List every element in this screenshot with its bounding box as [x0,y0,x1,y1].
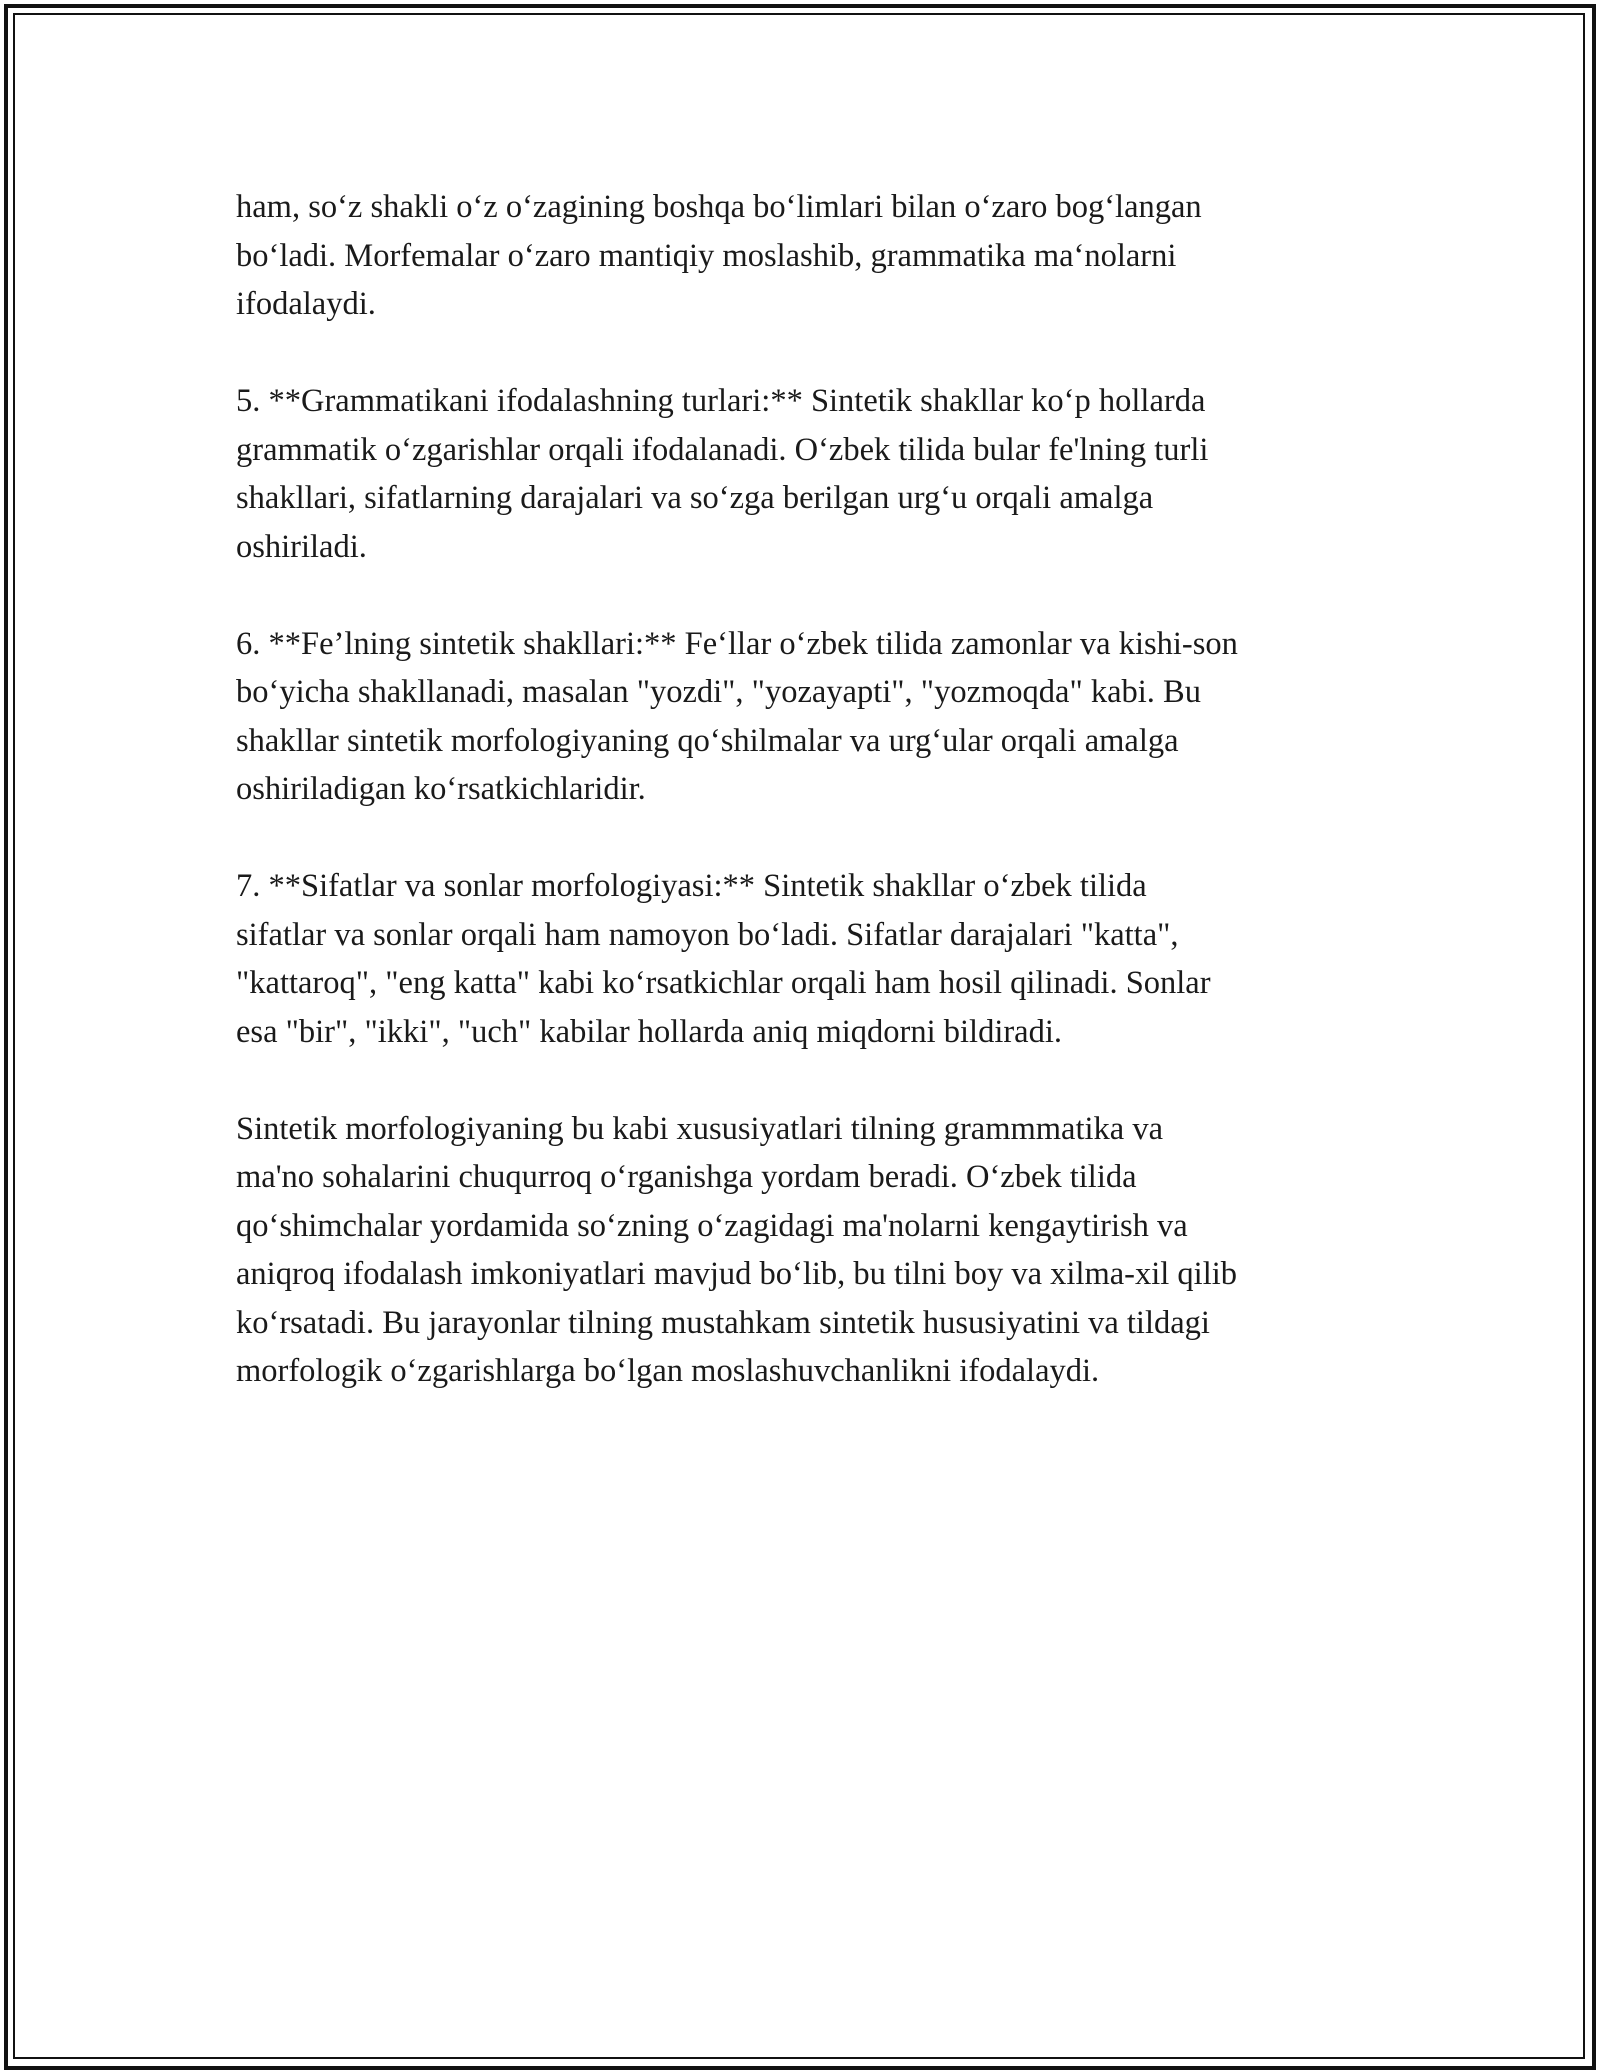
paragraph-conclusion: Sintetik morfologiyaning bu kabi xususiyatlari tilning grammmatika va ma'no sohalarini chuqurroq o‘rganishga yordam beradi. O‘zbek tilida qo‘shimchalar yordamida so‘zning o‘zagidagi ma'nolarni kengaytirish va aniqroq ifodalash imkoniyatlari mavjud bo‘lib, bu tilni boy va xilma-xil qilib ko‘rsatadi. Bu jarayonlar tilning mustahkam sintetik hususiyatini va tildagi morfologik o‘zgarishlarga bo‘lgan moslashuvchanlikni ifodalaydi. [236,1110,1238,1389]
paragraph-item-6: 6. **Fe’lning sintetik shakllari:** Fe‘llar o‘zbek tilida zamonlar va kishi-son bo‘yicha shakllanadi, masalan "yozdi", "yozayapti", "yozmoqda" kabi. Bu shakllar sintetik morfologiyaning qo‘shilmalar va urg‘ular orqali amalga oshiriladigan ko‘rsatkichlaridir. [236,625,1238,807]
document-body [236,183,1376,1444]
paragraph-item-5: 5. **Grammatikani ifodalashning turlari:** Sintetik shakllar ko‘p hollarda grammatik o‘zgarishlar orqali ifodalanadi. O‘zbek tilida bular fe'lning turli shakllari, sifatlarning darajalari va so‘zga berilgan urg‘u orqali amalga oshiriladi. [236,383,1209,565]
paragraph-continuation: ham, so‘z shakli o‘z o‘zagining boshqa bo‘limlari bilan o‘zaro bog‘langan bo‘ladi. Morfemalar o‘zaro mantiqiy moslashib, grammatika ma‘nolarni ifodalaydi. [236,189,1202,322]
paragraph-item-7: 7. **Sifatlar va sonlar morfologiyasi:** Sintetik shakllar o‘zbek tilida sifatlar va sonlar orqali ham namoyon bo‘ladi. Sifatlar darajalari "katta", "kattaroq", "eng katta" kabi ko‘rsatkichlar orqali ham hosil qilinadi. Sonlar esa "bir", "ikki", "uch" kabilar hollarda aniq miqdorni bildiradi. [236,868,1211,1050]
